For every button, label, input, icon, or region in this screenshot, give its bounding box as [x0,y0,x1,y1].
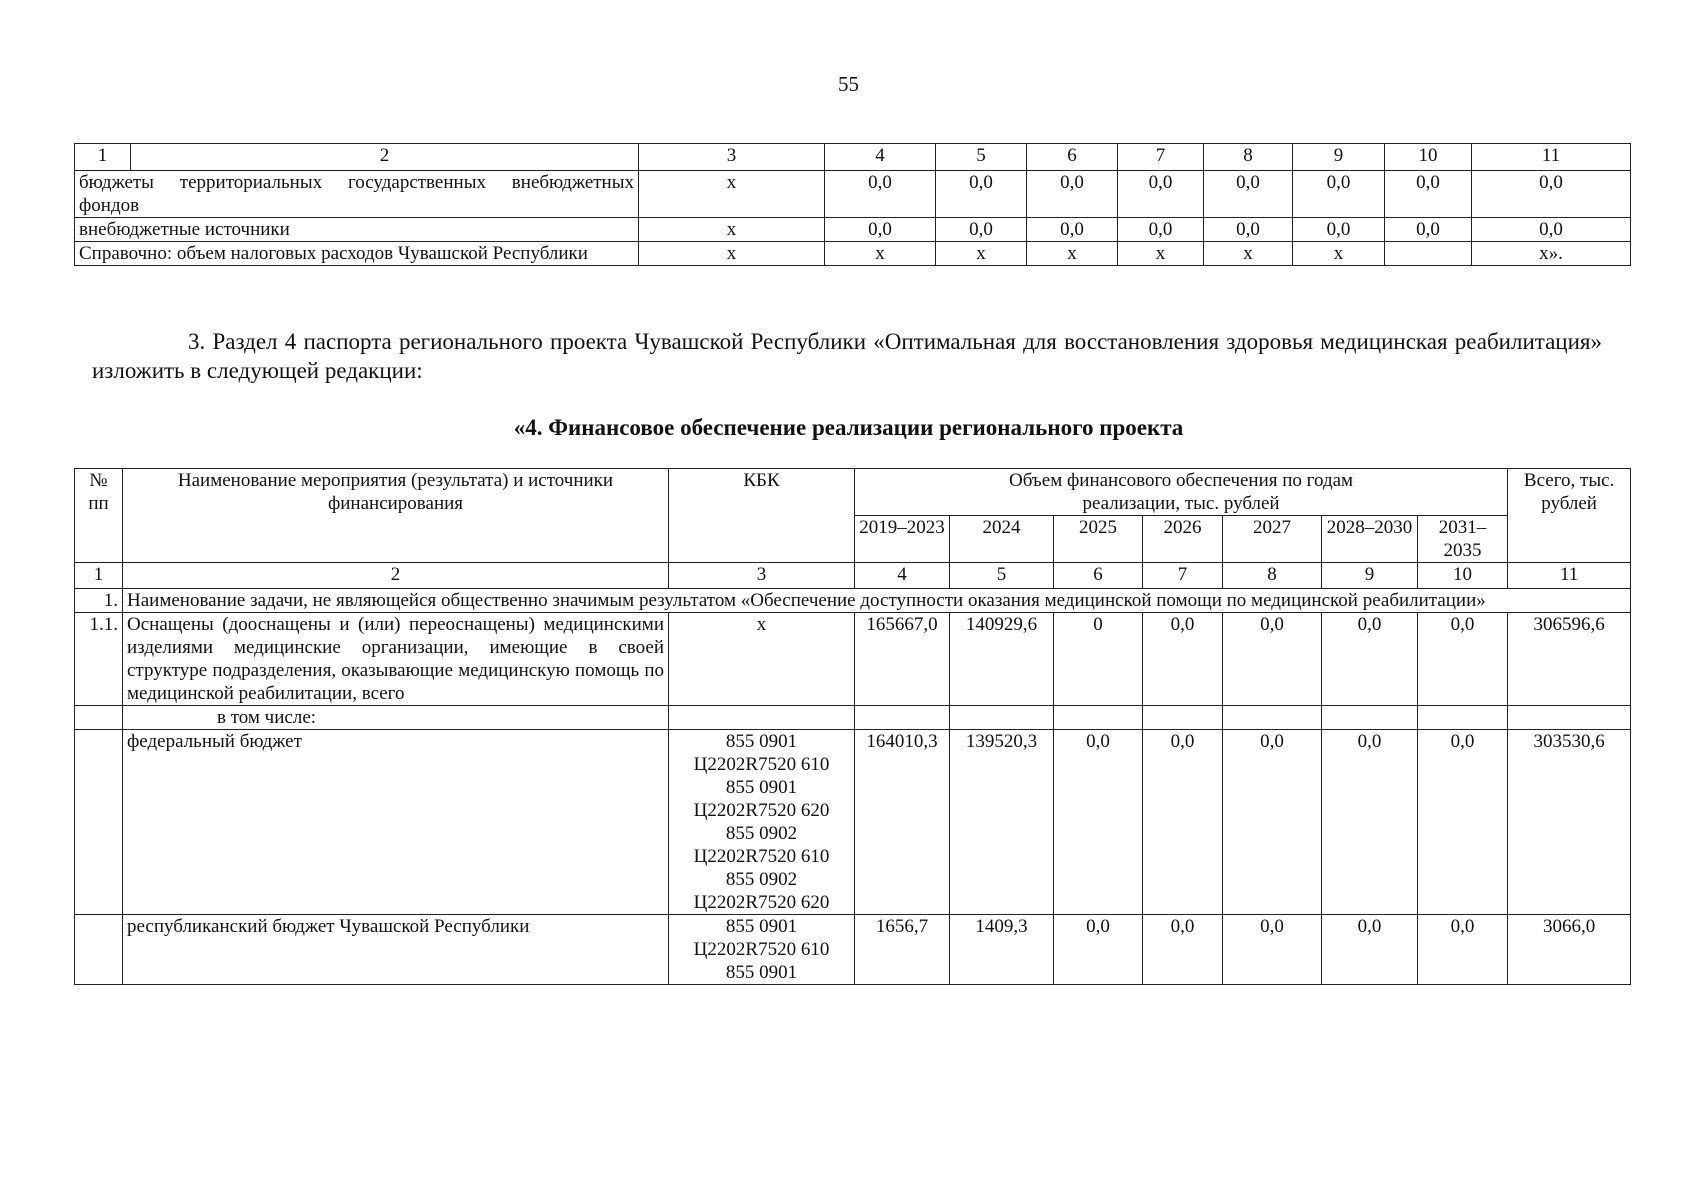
cell: 0,0 [936,171,1027,218]
item-number: 1.1. [75,613,123,706]
header-cell: 3 [639,144,825,171]
col-number: 10 [1418,563,1508,589]
header-cell: 8 [1204,144,1293,171]
col-total-header: Всего, тыс. рублей [1508,469,1631,563]
page-number: 55 [838,72,859,96]
row-name: Справочно: объем налоговых расходов Чувашской Республики [75,242,639,266]
kbk-cell [669,915,855,985]
task-number: 1. [75,589,123,613]
cell: 303530,6 [1508,730,1631,915]
cell: х [1118,242,1204,266]
item-row [75,613,1631,706]
cell: 0,0 [1322,613,1418,706]
kbk-line: 855 0901 [725,777,798,798]
item-kbk: х [669,613,855,706]
kbk-line: Ц2202R7520 610 [693,846,830,867]
federal-budget-row [75,730,1631,915]
kbk-line: Ц2202R7520 620 [693,892,830,913]
empty-cell [950,706,1054,730]
cell: х [825,242,936,266]
kbk-line: 855 0901 [725,962,798,983]
year-header: 2027 [1223,516,1322,563]
year-header: 2025 [1054,516,1143,563]
cell: 0,0 [1118,218,1204,242]
kbk-cell [669,730,855,915]
table-row [75,171,1631,218]
cell: 0,0 [1418,613,1508,706]
header-cell: 2 [131,144,639,171]
cell: 0,0 [825,171,936,218]
empty-cell [1223,706,1322,730]
cell: 0,0 [1385,171,1472,218]
empty-cell [855,706,950,730]
kbk-line: Ц2202R7520 620 [693,800,830,821]
including-label: в том числе: [123,706,669,730]
cell: 1656,7 [855,915,950,985]
col-number: 8 [1223,563,1322,589]
cell: х». [1472,242,1631,266]
cell: 3066,0 [1508,915,1631,985]
section-heading: «4. Финансовое обеспечение реализации регионального проекта [513,415,1184,440]
task-row [75,589,1631,613]
cell [1385,242,1472,266]
cell: 0,0 [1223,613,1322,706]
cell: 1409,3 [950,915,1054,985]
table-header-row [75,469,1631,516]
task-text: Наименование задачи, не являющейся общественно значимым результатом «Обеспечение доступности оказания медицинской помощи по медицинской реабилитации» [123,589,1631,613]
cell: 0,0 [936,218,1027,242]
empty-cell [1418,706,1508,730]
header-cell: 7 [1118,144,1204,171]
table-header-row [75,144,1631,171]
header-cell: 11 [1472,144,1631,171]
republic-budget-row [75,915,1631,985]
kbk-line: 855 0901 [725,916,798,937]
cell: 0,0 [1322,915,1418,985]
empty-cell [1054,706,1143,730]
col-number: 7 [1143,563,1223,589]
cell: 0,0 [1027,218,1118,242]
column-number-row [75,563,1631,589]
year-header: 2026 [1143,516,1223,563]
cell: х [1027,242,1118,266]
col-number: 6 [1054,563,1143,589]
kbk-line: 855 0902 [725,823,798,844]
cell: 0,0 [1204,171,1293,218]
cell: 0,0 [1054,915,1143,985]
col-num-header: № пп [75,469,123,563]
col-volume-header: Объем финансового обеспечения по годам реализации, тыс. рублей [855,469,1508,516]
kbk-line: Ц2202R7520 610 [693,754,830,775]
source-name: федеральный бюджет [123,730,669,915]
kbk-line: 855 0902 [725,869,798,890]
cell: 0,0 [1472,218,1631,242]
cell: 306596,6 [1508,613,1631,706]
empty-cell [75,915,123,985]
col-number: 5 [950,563,1054,589]
empty-cell [75,706,123,730]
cell: 0,0 [1118,171,1204,218]
financing-table [74,468,1631,985]
cell: 0,0 [1027,171,1118,218]
cell: 164010,3 [855,730,950,915]
header-cell: 10 [1385,144,1472,171]
cell: 139520,3 [950,730,1054,915]
table-row [75,218,1631,242]
cell: 165667,0 [855,613,950,706]
empty-cell [75,730,123,915]
cell: 0,0 [1322,730,1418,915]
cell: х [639,242,825,266]
col-number: 3 [669,563,855,589]
row-name: бюджеты территориальных государственных внебюджетных фондов [75,171,639,218]
header-cell: 9 [1293,144,1385,171]
col-number: 1 [75,563,123,589]
cell: 0,0 [1472,171,1631,218]
cell: х [1293,242,1385,266]
cell: 0,0 [1385,218,1472,242]
col-name-header: Наименование мероприятия (результата) и источники финансирования [123,469,669,563]
cell: 0,0 [1204,218,1293,242]
cell: 140929,6 [950,613,1054,706]
year-header: 2019–2023 [855,516,950,563]
cell: 0,0 [1293,171,1385,218]
cell: 0,0 [1054,730,1143,915]
empty-cell [1508,706,1631,730]
cell: 0 [1054,613,1143,706]
row-name: внебюджетные источники [75,218,639,242]
item-name: Оснащены (дооснащены и (или) переоснащены) медицинскими изделиями медицинские организации, имеющие в своей структуре подразделения, оказывающие медицинскую помощь по медицинской реабилитации, всего [123,613,669,706]
empty-cell [1322,706,1418,730]
col-number: 9 [1322,563,1418,589]
year-header: 2024 [950,516,1054,563]
year-header: 2028–2030 [1322,516,1418,563]
continuation-table [74,143,1631,266]
cell: х [639,171,825,218]
cell: х [639,218,825,242]
col-number: 11 [1508,563,1631,589]
cell: 0,0 [1143,730,1223,915]
col-number: 4 [855,563,950,589]
cell: 0,0 [1143,915,1223,985]
table-row [75,242,1631,266]
cell: 0,0 [825,218,936,242]
source-name: республиканский бюджет Чувашской Республики [123,915,669,985]
cell: 0,0 [1223,915,1322,985]
cell: 0,0 [1293,218,1385,242]
header-cell: 1 [75,144,131,171]
cell: х [1204,242,1293,266]
col-kbk-header: КБК [669,469,855,563]
header-cell: 5 [936,144,1027,171]
cell: 0,0 [1418,730,1508,915]
header-cell: 4 [825,144,936,171]
col-number: 2 [123,563,669,589]
cell: 0,0 [1223,730,1322,915]
cell: 0,0 [1143,613,1223,706]
kbk-line: 855 0901 [725,731,798,752]
header-cell: 6 [1027,144,1118,171]
cell: х [936,242,1027,266]
empty-cell [1143,706,1223,730]
including-row [75,706,1631,730]
body-paragraph: 3. Раздел 4 паспорта регионального проекта Чувашской Республики «Оптимальная для восстановления здоровья медицинская реабилитация» изложить в следующей редакции: [92,329,1602,383]
kbk-line: Ц2202R7520 610 [693,939,830,960]
year-header: 2031–2035 [1418,516,1508,563]
cell: 0,0 [1418,915,1508,985]
empty-cell [669,706,855,730]
